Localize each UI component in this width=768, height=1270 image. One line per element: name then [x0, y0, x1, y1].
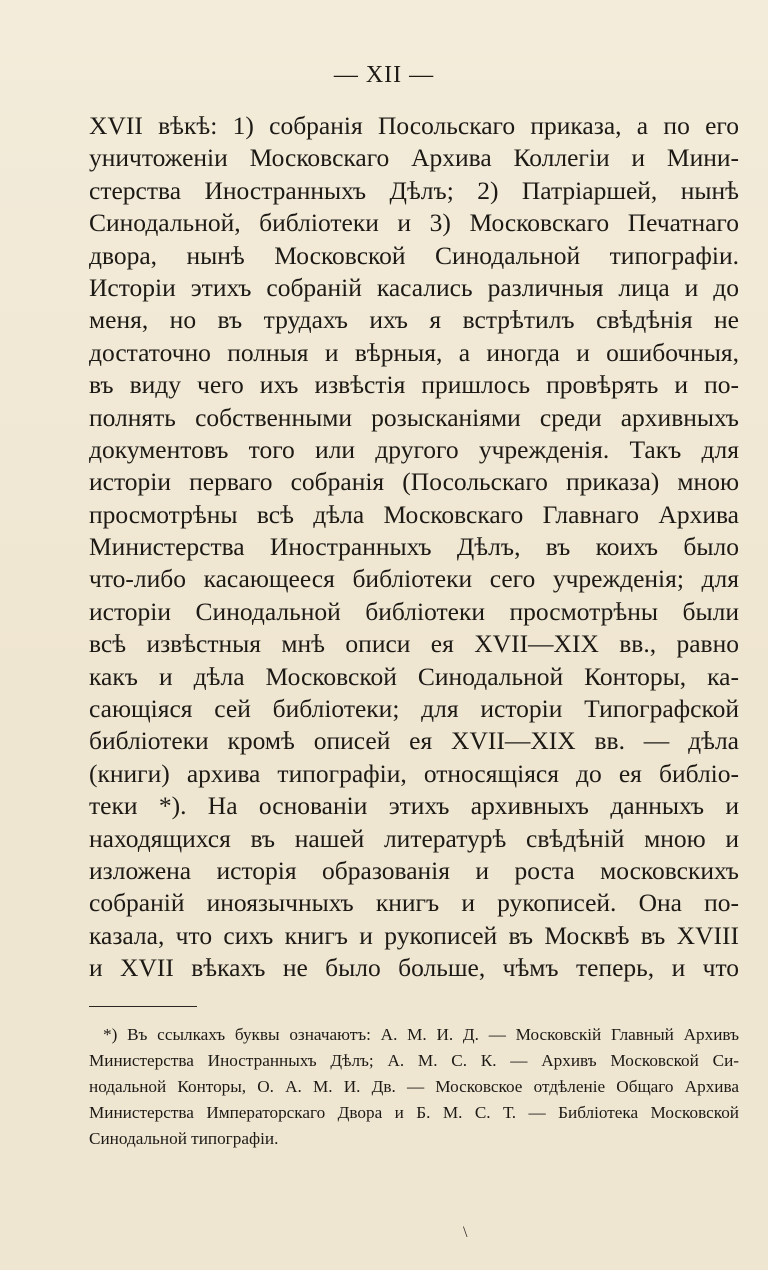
text-line: Синодальной, библіотеки и 3) Московскаго Печатнаго [89, 208, 739, 238]
text-line: и XVII вѣкахъ не было больше, чѣмъ теперь, и что [89, 953, 739, 983]
text-line: документовъ того или другого учрежденія. Такъ для [89, 434, 739, 464]
footnote-block [89, 1022, 739, 1152]
page-number-header: — XII — [333, 62, 435, 88]
signature-mark: \ [463, 1224, 468, 1241]
text-line: достаточно полныя и вѣрныя, а иногда и ошибочныя, [89, 337, 739, 367]
text-line: казала, что сихъ книгъ и рукописей въ Москвѣ въ XVIII [89, 920, 739, 950]
text-line: уничтоженіи Московскаго Архива Коллегіи и Мини- [89, 143, 739, 173]
text-line: собраній иноязычныхъ книгъ и рукописей. Она по- [89, 888, 739, 918]
text-line: находящихся въ нашей литературѣ свѣдѣній мною и [89, 823, 739, 853]
text-line: что-либо касающееся библіотеки сего учрежденія; для [89, 564, 739, 594]
text-line: меня, но въ трудахъ ихъ я встрѣтилъ свѣдѣнія не [89, 305, 739, 335]
text-line: просмотрѣны всѣ дѣла Московскаго Главнаго Архива [89, 499, 739, 529]
text-line: (книги) архива типографіи, относящіяся до ея библіо- [89, 758, 739, 788]
text-line: въ виду чего ихъ извѣстія пришлось провѣрять и по- [89, 370, 739, 400]
text-line: Исторіи этихъ собраній касались различныя лица и до [89, 272, 739, 302]
text-line: двора, нынѣ Московской Синодальной типографіи. [89, 240, 739, 270]
text-line: теки *). На основаніи этихъ архивныхъ данныхъ и [89, 791, 739, 821]
text-line: библіотеки кромѣ описей ея XVII—XIX вв. — дѣла [89, 726, 739, 756]
text-line: стерства Иностранныхъ Дѣлъ; 2) Патріаршей, нынѣ [89, 175, 739, 205]
text-line: всѣ извѣстныя мнѣ описи ея XVII—XIX вв., равно [89, 629, 739, 659]
footnote-line: Синодальной типографіи. [89, 1129, 279, 1148]
text-line: XVII вѣкѣ: 1) собранія Посольскаго приказа, а по его [89, 111, 739, 140]
footnote-line: Министерства Императорскаго Двора и Б. М. С. Т. — Библіотека Московской [89, 1103, 739, 1122]
footnote-line: нодальной Конторы, О. А. М. И. Дв. — Московское отдѣленіе Общаго Архива [89, 1077, 739, 1096]
text-line: изложена исторія образованія и роста московскихъ [89, 855, 739, 885]
text-line: исторіи Синодальной библіотеки просмотрѣны были [89, 596, 739, 626]
footnote-line: *) Въ ссылкахъ буквы означаютъ: А. М. И. Д. — Московскій Главный Архивъ [103, 1025, 739, 1044]
footnote-divider [89, 1006, 197, 1007]
text-line: сающіяся сей библіотеки; для исторіи Типографской [89, 694, 739, 724]
main-text-block [89, 110, 739, 985]
text-line: полнять собственными розысканіями среди архивныхъ [89, 402, 739, 432]
text-line: какъ и дѣла Московской Синодальной Конторы, ка- [89, 661, 739, 691]
footnote-line: Министерства Иностранныхъ Дѣлъ; А. М. С. К. — Архивъ Московской Си- [89, 1051, 739, 1070]
text-line: исторіи перваго собранія (Посольскаго приказа) мною [89, 467, 739, 497]
text-line: Министерства Иностранныхъ Дѣлъ, въ коихъ было [89, 532, 739, 562]
